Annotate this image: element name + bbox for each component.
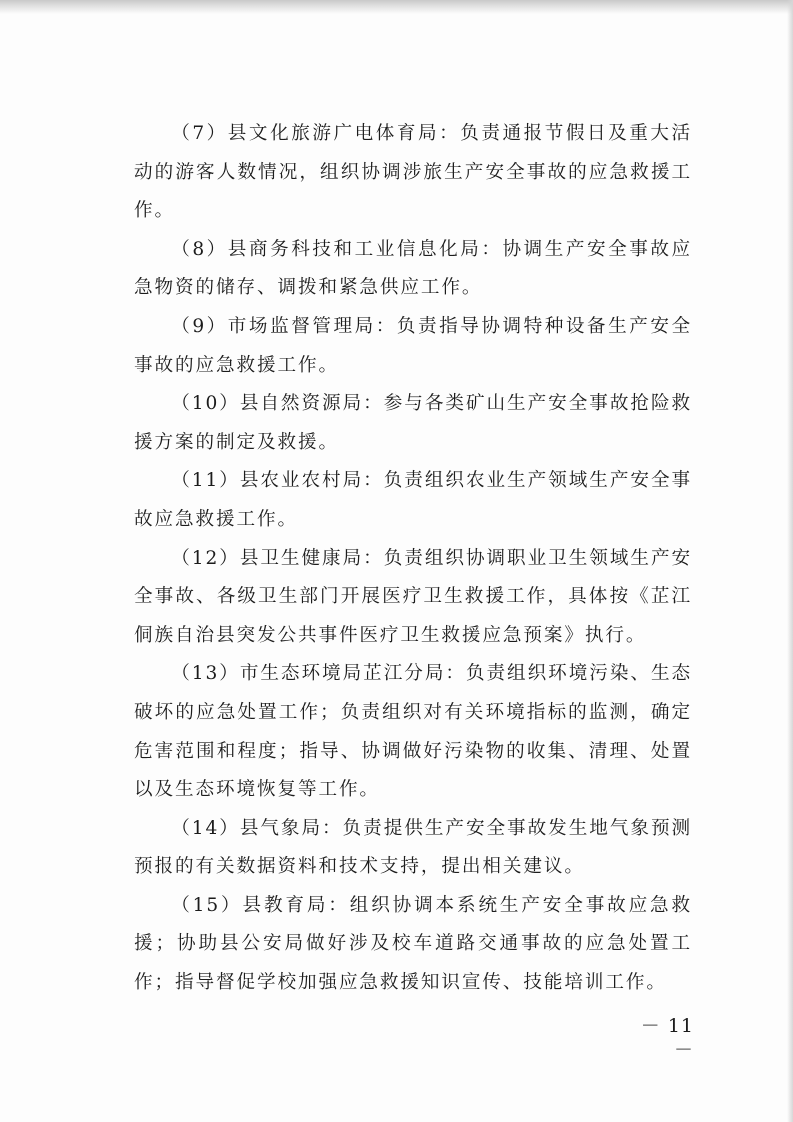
paragraph-15: （15）县教育局：组织协调本系统生产安全事故应急救援；协助县公安局做好涉及校车道路交通事故的应急处置工作；指导督促学校加强应急救援知识宣传、技能培训工作。 (134, 894, 692, 994)
page-number: － 11 － (640, 1015, 694, 1061)
document-body (134, 115, 692, 1003)
paragraph-14: （14）县气象局：负责提供生产安全事故发生地气象预测预报的有关数据资料和技术支持，提出相关建议。 (134, 817, 692, 878)
paragraph-9: （9）市场监督管理局：负责指导协调特种设备生产安全事故的应急救援工作。 (134, 315, 692, 376)
paragraph-12: （12）县卫生健康局：负责组织协调职业卫生领域生产安全事故、各级卫生部门开展医疗卫生救援工作，具体按《芷江侗族自治县突发公共事件医疗卫生救援应急预案》执行。 (134, 547, 692, 646)
scan-edge-right (787, 0, 793, 1122)
paragraph-13: （13）市生态环境局芷江分局：负责组织环境污染、生态破坏的应急处置工作；负责组织对有关环境指标的监测，确定危害范围和程度；指导、协调做好污染物的收集、清理、处置以及生态环境恢复等工作。 (134, 663, 692, 801)
paragraph-10: （10）县自然资源局：参与各类矿山生产安全事故抢险救援方案的制定及救援。 (134, 393, 692, 453)
paragraph-8: （8）县商务科技和工业信息化局：协调生产安全事故应急物资的储存、调拨和紧急供应工作。 (134, 238, 692, 299)
scan-edge-top (0, 0, 793, 14)
paragraph-11: （11）县农业农村局：负责组织农业生产领域生产安全事故应急救援工作。 (134, 470, 692, 530)
paragraph-7: （7）县文化旅游广电体育局：负责通报节假日及重大活动的游客人数情况，组织协调涉旅生产安全事故的应急救援工作。 (134, 123, 692, 222)
